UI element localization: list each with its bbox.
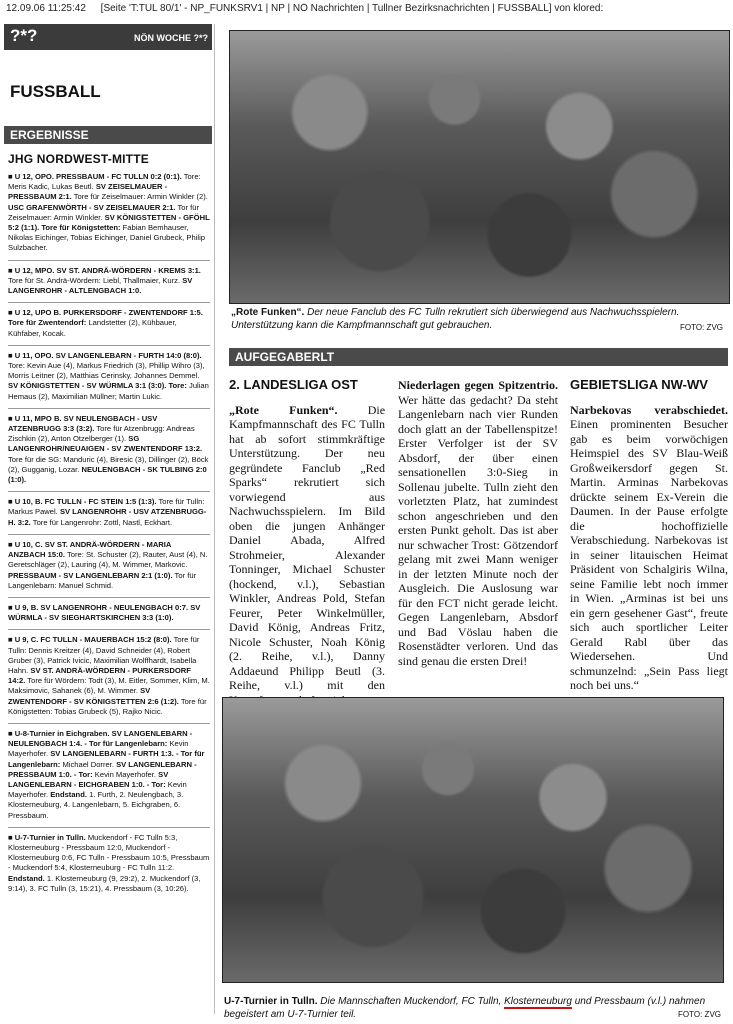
result-scorers: Tore: Kevin Aue (4), Markus Friedrich (3), Phillip Wihro (3), Morris Leitner (2), Matthias Cerinsky, Johannes Demmel. (8, 361, 205, 381)
result-match: ■ U 9, B. SV LANGENROHR - NEULENGBACH 0:7. (8, 602, 189, 612)
result-scorers: Fabian Bemhauser, Nikolas Eichinger, Tobias Eichinger, Daniel Grubeck, Philip Sulzbacher. (8, 223, 205, 253)
result-separator (8, 597, 210, 598)
result-match: SV ZEISELMAUER - PRESSBAUM 2:1. (8, 182, 168, 202)
result-match: NEULENGBACH - SK TULBING 2:0 (1:0). (8, 464, 207, 485)
result-match: ■ U 12, UPO B. (8, 308, 62, 318)
results-bar: ERGEBNISSE (4, 126, 212, 144)
result-separator (8, 302, 210, 303)
result-match: SV KÖNIGSTETTEN - SV WÜRMLA 3:1 (3:0). Tore: (8, 381, 187, 391)
result-match: ■ U 10, C. (8, 539, 43, 549)
result-match: USC GRAFENWÖRTH - SV ZEISELMAUER 2:1. (8, 202, 176, 212)
result-scorers: Kevin Mayerhofer. (94, 769, 156, 779)
result-match: SV LANGENLEBARN - EICHGRABEN 1:0. - Tor: (8, 769, 169, 789)
result-scorers: Tore für Königstetten: Tobias Grubeck (5), Rajko Nicic. (8, 696, 207, 716)
page-header (6, 3, 728, 14)
column-divider (214, 24, 215, 1014)
article-gebietsliga (570, 378, 728, 693)
u7-photo-caption (224, 995, 722, 1021)
result-match: SV ST. ANDRÄ-WÖRDERN - PURKERSDORF 14:2. (8, 665, 191, 686)
result-match: ■ U 9, C. FC TULLN - MAUERBACH 15:2 (8:0). (8, 635, 172, 645)
result-block (8, 172, 210, 254)
result-match: ■ U 10, B. FC TULLN - FC STEIN 1:5 (1:3). (8, 497, 157, 507)
result-match: ■ U-8-Turnier in Eichgraben. (8, 728, 110, 738)
timestamp: 12.09.06 11:25:42 (6, 3, 86, 14)
result-block (8, 729, 210, 821)
result-scorers: Tore für die SG: Manduric (4), Biresic (3), Dillinger (2), Böck (2), Gugganig, Lozar. (8, 454, 209, 474)
u7-tournament-photo (222, 697, 724, 983)
result-match: Endstand. (50, 790, 87, 800)
result-scorers: Tor für Zeiselmauer: Armin Winkler. (8, 202, 200, 222)
article-heading: 2. LANDESLIGA OST (229, 377, 358, 392)
result-scorers: Julian Hemaus (2), Maximilian Müllner; Martin Lukic. (8, 381, 209, 401)
result-scorers: Tore für Atzenbrugg: Andreas Zischkin (2), Anton Otzelberger (1). (8, 424, 195, 444)
result-scorers: Tor für Langenlebarn: Manuel Schmid. (8, 570, 197, 590)
result-separator (8, 408, 210, 409)
result-scorers: Tore für Wördern: Todt (3), M. Eitler, Sommer, Klim, M. Maksimovic, Sahanek (6), M. Wimmer. (8, 676, 210, 696)
result-block (8, 308, 210, 339)
article-text: Einen prominenten Besucher gab es beim vorwöchigen Heimspiel des SV Blau-Weiß Großweikersdorf gegen St. Martin. Arminas Narbekovas drückte seinem Ex-Verein die Daumen. In der Pause erfolgte die hochoffizielle Verabschiedung. Narbekovas ist in seiner litauischen Heimat Präsident von Schalgiris Wilna, seine Familie lebt noch immer in Wien. „Arminas ist bei uns ein gern gesehener Gast“, freute sich auch sportlicher Leiter Gerald Rabl über das Wiedersehen. Und schmunzelnd: „Sein Pass liegt noch bei uns.“ (570, 417, 728, 692)
result-separator (8, 345, 210, 346)
result-match: ■ U 12, MPO. SV ST. ANDRÄ-WÖRDERN - KREMS 3:1. (8, 265, 201, 275)
result-match: SV LANGENROHR - ALTLENGBACH 1:0. (8, 275, 193, 296)
result-scorers: 1. Furth, 2. Neulengbach, 3. Klosterneuburg, 4. Langenlebarn, 5. Eichgraben, 6. Pressbaum. (8, 790, 184, 820)
caption-lead: „Rote Funken“. (231, 307, 305, 318)
banner-placeholder: ?*? (10, 26, 38, 45)
result-scorers: Landstetter (2), Kühbauer, Kühfaber, Kocak. (8, 318, 177, 338)
result-match: SV ST. ANDRÄ-WÖRDERN - MARIA ANZBACH 15:0. (8, 539, 172, 560)
result-block (8, 540, 210, 591)
result-scorers: Michael Dorrer. (62, 759, 114, 769)
article-niederlagen (398, 378, 558, 668)
section-title: FUSSBALL (10, 82, 101, 101)
result-match: SV WÜRMLA - SV SIEGHARTSKIRCHEN 3:3 (1:0). (8, 602, 201, 623)
article-lead: Narbekovas verabschiedet. (570, 402, 728, 417)
article-lead: Niederlagen gegen Spitzentrio. (398, 378, 558, 392)
result-block (8, 266, 210, 297)
result-scorers: Tore für St. Andrä-Wördern: Liebl, Thallmaier, Kurz. (8, 275, 181, 285)
article-heading: GEBIETSLIGA NW-WV (570, 377, 708, 392)
week-banner (4, 24, 212, 50)
result-match: SV LANGENLEBARN - FURTH 1:3. - Tor für Langenlebarn: (8, 749, 205, 769)
article-text: Die Kampfmannschaft des FC Tulln hat ab sofort stimmkräftige Unterstützung. Der neu gegründete Fanclub „Red Sparks“ rekrutiert sich vorwiegend aus Nachwuchsspielern. Im Bild oben die jungen Anhänger Daniel Abada, Alfred Strohmeier, Alexander Tonninger, Michael Schuster (hockend, v.l.), Sebastian Winkler, Andreas Pold, Stefan Feurer, Peter Winkelmüller, David König, Andreas Fritz, Nicole Schuster, Noah König (2. Reihe, v.l.), Danny Addaeund Philipp Beutl (3. Reihe, v.l.) mit den (229, 402, 386, 692)
result-block (8, 497, 210, 528)
photo-credit: FOTO: ZVG (678, 1010, 721, 1019)
result-block (8, 833, 210, 894)
caption-text: und Pressbaum (v.l.) nahmen begeistert am U-7-Turnier teil. (224, 996, 706, 1020)
caption-underlined: Klosterneuburg (504, 996, 572, 1007)
result-match: SV LANGENROHR - USV ATZENBRUGG-H. 3:2. (8, 507, 207, 527)
result-scorers: Kevin Mayerhofer. (8, 739, 189, 759)
result-block (8, 414, 210, 485)
banner-week: NÖN WOCHE ?*? (134, 33, 208, 43)
result-match: SV ZWENTENDORF - SV KÖNIGSTETTEN 2:6 (1:2). (8, 686, 179, 706)
result-scorers: Tore für Langenrohr: Zottl, Nastl, Eckhart. (32, 517, 173, 527)
result-match: ■ U-7-Turnier in Tulln. (8, 832, 86, 842)
result-match: PRESSBAUM - SV LANGENLEBARN 2:1 (1:0). (8, 570, 173, 580)
article-text: Wer hätte das gedacht? Da steht Langenlebarn nach vier Runden doch glatt an der Tabellenspitze! Erster Verfolger ist der SV Absdorf, der über einen sensationellen 3:0-Sieg in Sollenau jubelte. Tulln zieht den vorletzten Platz, hat zumindest schon angeschrieben und den ersten Punkt geholt. Das ist aber nur schwacher Trost: Götzendorf gelang mit zwei Mann weniger in der letzten Minute noch der Ausgleich. Die Auslosung war für den FCT nicht gerade leicht. Gegen Langenlebarn, Absdorf und Bad Vöslau haben die Rosenstädter verloren. Und das sind genau die ersten Drei! (398, 392, 558, 668)
results-list (4, 172, 212, 894)
fanclub-photo (229, 30, 730, 304)
result-scorers: 1. Klosterneuburg (9, 29:2), 2. Muckendorf (3, 9:14), 3. FC Tulln (3, 15:21), 4. Pressbaum (3, 10:26). (8, 873, 201, 893)
result-scorers: Tore für Tulln: Markus Pawel. (8, 497, 205, 517)
result-block (8, 351, 210, 402)
page-path: [Seite 'T:TUL 80/1' - NP_FUNKSRV1 | NP | NÖ Nachrichten | Tullner Bezirksnachrichten | FUSSBALL] von klored: (100, 3, 604, 14)
result-separator (8, 534, 210, 535)
caption-text: Der neue Fanclub des FC Tulln rekrutiert sich überwiegend aus Nachwuchsspielern. Unterstützung kann die Kampfmannschaft gut gebrauchen. (231, 307, 680, 331)
fanclub-photo-caption (231, 306, 723, 334)
result-separator (8, 260, 210, 261)
result-scorers: Tore für Tulln: Dennis Kreitzer (4), David Schneider (4), Robert Gruber (3), Patrick Ivicic, Maximilian Wolffhardt, Isabella Hahn. (8, 635, 200, 675)
aufgegaberlt-bar: AUFGEGABERLT (229, 348, 728, 366)
league-subhead: JHG NORDWEST-MITTE (8, 152, 149, 166)
result-match: SV LANGENLEBARN - PRESSBAUM 1:0. - Tor: (8, 759, 197, 779)
result-match: ■ U 12, OPO. PRESSBAUM - FC TULLN 0:2 (0:1). (8, 172, 182, 181)
result-separator (8, 629, 210, 630)
result-separator (8, 723, 210, 724)
result-block (8, 603, 210, 623)
result-block (8, 635, 210, 717)
results-column (4, 24, 212, 1020)
result-separator (8, 491, 210, 492)
caption-text: Die Mannschaften Muckendorf, FC Tulln, (320, 996, 502, 1007)
result-match: SV KÖNIGSTETTEN - GFÖHL 5:2 (1:1). Tore für Königstetten: (8, 212, 210, 233)
result-match: ■ U 11, OPO. SV LANGENLEBARN - FURTH 14:0 (8:0). (8, 350, 202, 360)
result-scorers: Tore: Meris Kadic, Lukas Beutl. (8, 172, 201, 192)
photo-credit: FOTO: ZVG (680, 323, 723, 332)
caption-lead: U-7-Turnier in Tulln. (224, 996, 318, 1007)
result-match: ■ U 11, MPO B. SV NEULENGBACH - USV ATZENBRUGG 3:3 (3:2). (8, 413, 158, 434)
result-separator (8, 827, 210, 828)
result-match: PURKERSDORF - ZWENTENDORF 1:5. Tore für Zwentendorf: (8, 308, 203, 328)
result-match: SV LANGENLEBARN - NEULENGBACH 1:4. - Tor für Langenlebarn: (8, 728, 193, 749)
result-scorers: Tore für Zeiselmauer: Armin Winkler (2). (73, 192, 208, 202)
result-scorers: Tore: St. Schuster (2), Rauter, Aust (4), N. Geretschläger (2), Lauring (4), M. Wimmer, Markovic. (8, 550, 208, 570)
result-match: SG LANGENROHR/NEUAIGEN - SV ZWENTENDORF 13:2. (8, 434, 203, 454)
article-landesliga (229, 378, 385, 707)
article-lead: „Rote Funken“. (229, 402, 338, 417)
result-match: Endstand. (8, 873, 45, 883)
result-scorers: Kevin Mayerhofer. (8, 779, 187, 800)
result-scorers: Muckendorf - FC Tulln 5:3, Klosterneuburg - Pressbaum 12:0, Muckendorf - Klosterneuburg 0:6, FC Tulln - Pressbaum 10:5, Pressbaum - Muckendorf 5:4, Klosterneuburg - FC Tulln 11:2. (8, 832, 210, 873)
